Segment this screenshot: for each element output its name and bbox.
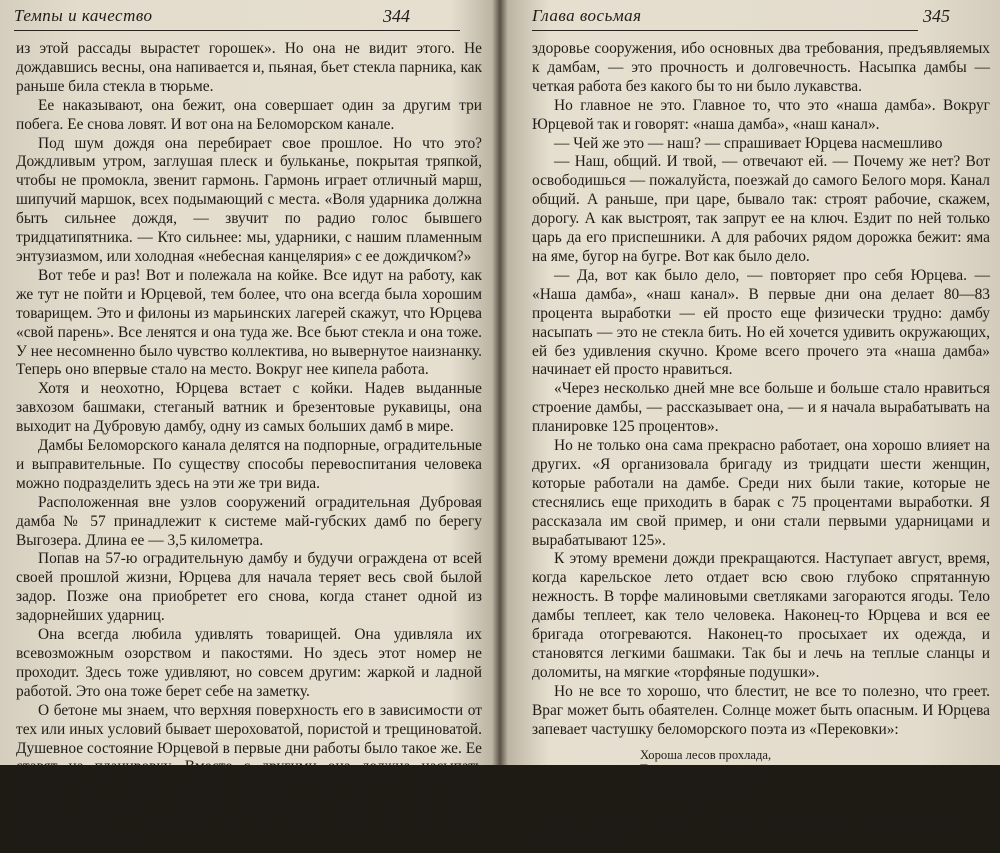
left-page [0, 0, 496, 852]
paragraph: Ее наказывают, она бежит, она совершает один за другим три побега. Ее снова ловят. И вот она на Беломорском канале. [16, 96, 482, 133]
poem-line: Хороша лесов прохлада, [640, 747, 772, 762]
paragraph: — Наш, общий. И твой, — отвечают ей. — Почему же нет? Вот освободишься — пожалуйста, поезжай до самого Белого моря. Канал общий. А раньше, при царе, бывало так: строят рабочие, скажем, дорогу. А как выстроят, так запрут ее на ключ. Ездит по ней только царь да его приспешники. А для рабочих рядом дорожка бежит: яма на яме, бугор на бугре. Вот как было дело. [532, 153, 990, 265]
paragraph: О бетоне мы знаем, что верхняя поверхность его в зависимости от тех или иных условий бывает шероховатой, пористой и трещиноватой. Душевное состояние Юрцевой в первые дни работы было такое же. Ее ставят на планировку. Вместе с другими она должна насыпать дамбовый откос по указаниям изыскательской группы. Тело дамбы должно быть чисто и крепко. Надо строго следить за тем, чтобы внутрь не попал мох, дерево, все, что гниет, сыреет, все, что может подточить мощное [16, 701, 482, 852]
paragraph: Дамбы Беломорского канала делятся на подпорные, оградительные и выправительные. По существу способы перевоспитания человека можно подразделить здесь на эти же три вида. [16, 437, 482, 492]
paragraph: «Через несколько дней мне все больше и больше стало нравиться строение дамбы, — рассказывает она, — и я начала вырабатывать на планировке 125 процентов». [532, 380, 990, 436]
running-title: Глава восьмая [532, 6, 642, 25]
header-rule [14, 30, 460, 31]
paragraph: Но не только она сама прекрасно работает, она хорошо влияет на других. «Я организовала бригаду из тридцати шести женщин, которые работали на дамбе. Среди них были такие, которые не стеснялись еще приходить в барак с 75 процентами выработки. Я рассказала им свой пример, и они стали первыми ударницами и вырабатывают 125». [532, 437, 990, 549]
running-head [532, 4, 990, 30]
body-text [16, 40, 482, 853]
body-text [532, 40, 990, 850]
poem-line: Трав душистых мягок пух, [640, 761, 783, 776]
paragraph: — Да, вот как было дело, — повторяет про себя Юрцева. — «Наша дамба», «наш канал». В первые дни она делает 80—83 процента выработки — ей просто еще физически трудно: дамбу насыпать — это не стекла бить. Но ей хочется удивить окружающих, ей без удивления скучно. Кроме всего прочего эта «наша дамба» начинает ей просто нравиться. [532, 266, 990, 379]
poem-line: Но ударная бригада [640, 775, 746, 790]
paragraph: здоровье сооружения, ибо основных два требования, предъявляемых к дамбам, — это прочность и долговечность. Насыпка дамбы — четкая работа без какого бы то ни было лукавства. [532, 40, 990, 95]
page-number: 345 [923, 6, 950, 26]
poem [640, 748, 990, 805]
paragraph: Вот тебе и раз! Вот и полежала на койке. Все идут на работу, как же тут не пойти и Юрцевой, тем более, что она всегда была хорошим товарищем. Это и филоны из марьинских лагерей скажут, что Юрцева «свой парень». Все ленятся и она туда же. Все бьют стекла и она тоже. У нее несомненно было чувство коллектива, но вывернутое наизнанку. Теперь оно впервые стало на место. Вокруг нее кипела работа. [16, 266, 482, 379]
paragraph: Хотя и неохотно, Юрцева встает с койки. Надев выданные завхозом башмаки, стеганый ватник и брезентовые рукавицы, она выходит на Дубровую дамбу, одну из самых больших дамб в мире. [16, 380, 482, 436]
paragraph: И дальше: «Лес и лето повторимы, Беломорстрой — неповторим». [532, 812, 990, 849]
paragraph: Под шум дождя она перебирает свое прошлое. Но что это? Дождливым утром, заглушая плеск и бульканье, покрытая тряпкой, чтобы не промокла, звенит гармонь. Гармонь играет отличный марш, шипучий маршок, всех подымающий с места. «Воля ударника должна быть сильнее дождя, — звучит по радио голос бывшего тридцатипятника. — Кто сильнее: мы, ударники, с нашим пламенным энтузиазмом, или холодная «небесная канцелярия» с ее дождичком?» [16, 134, 482, 265]
paragraph: Но главное не это. Главное то, что это «наша дамба». Вокруг Юрцевой так и говорят: «наша дамба», «наш канал». [532, 96, 990, 133]
running-title: Темпы и качество [14, 6, 153, 25]
right-page [504, 0, 1000, 849]
paragraph: К этому времени дожди прекращаются. Наступает август, время, когда карельское лето отдает всю свою глубоко спрятанную нежность. В торфе малиновыми светляками загораются ягоды. Тело дамбы теплеет, как тело человека. Наконец-то Юрцева и вся ее бригада отогреваются. Наконец-то просыхает их одежда, и становятся легкими башмаки. Так бы и лечь на теплые сланцы и доломиты, на мягкие «торфяные подушки». [532, 550, 990, 681]
paragraph: — Чей же это — наш? — спрашивает Юрцева насмешливо [554, 134, 943, 152]
page-number: 344 [383, 6, 410, 26]
paragraph: Но не все то хорошо, что блестит, не все то полезно, что греет. Враг может быть обаятелен. Солнце может быть опасным. И Юрцева запевает частушку беломорского поэта из «Перековки»: [532, 682, 990, 738]
paragraph: Расположенная вне узлов сооружений оградительная Дубровая дамба № 57 принадлежит к системе май-губских дамб по берегу Выгозера. Длина ее — 3,5 километра. [16, 493, 482, 549]
paragraph: Попав на 57-ю оградительную дамбу и будучи ограждена от всей своей прошлой жизни, Юрцева для начала теряет весь свой былой задор. Позже она приобретет его снова, когда станет одной из задорнейших ударниц. [16, 550, 482, 625]
paragraph: Она всегда любила удивлять товарищей. Она удивляла их всевозможным озорством и пакостями. Но здесь этот номер не проходит. Здесь тоже удивляют, но совсем другим: жаркой и ладной работой. Это она тоже берет себе на заметку. [16, 626, 482, 700]
running-head [14, 4, 486, 30]
poem-line: Бережет ударный дух [640, 790, 756, 805]
header-rule [532, 30, 918, 31]
paragraph: из этой рассады вырастет горошек». Но она не видит этого. Не дождавшись весны, она напивается и, пьяная, бьет стекла парника, как раньше била стекла в тюрьме. [16, 40, 482, 95]
